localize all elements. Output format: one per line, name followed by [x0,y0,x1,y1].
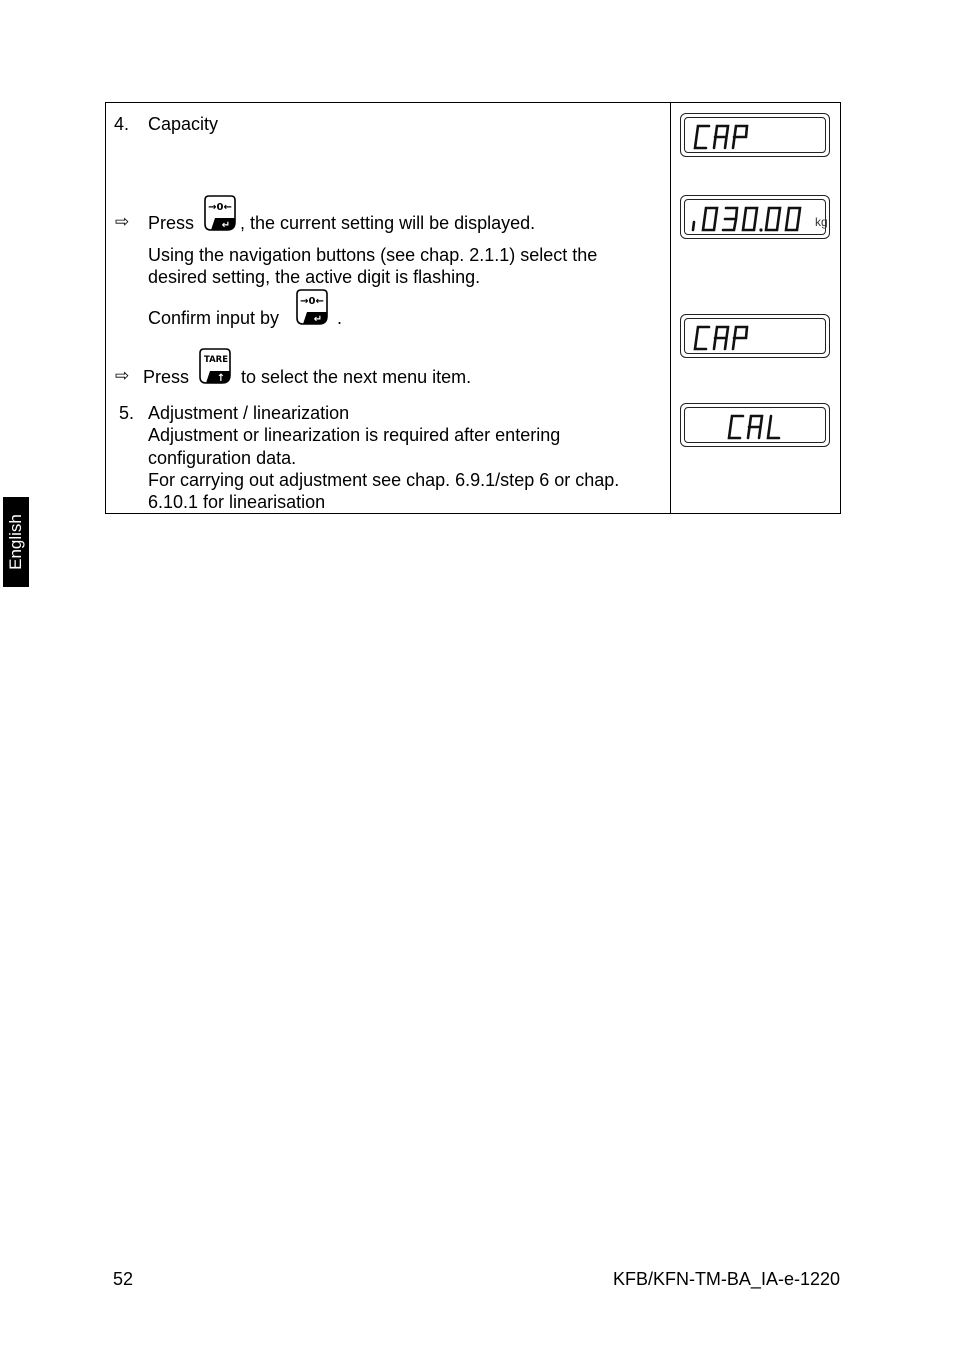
step5-line1: Adjustment or linearization is required after entering [148,425,561,445]
lcd-display-cap [680,113,830,157]
press2-label: Press [143,367,190,387]
press-label: Press [148,213,195,233]
lcd-display-cal [680,403,830,447]
display-unit: kg [815,215,828,229]
column-divider [670,103,671,513]
press-result-text: , the current setting will be displayed. [240,213,536,233]
instruction-table [105,102,841,514]
language-tab [3,497,29,587]
step5-line4: 6.10.1 for linearisation [148,492,326,512]
press2-result-text: to select the next menu item. [241,367,472,387]
language-tab-label: English [6,514,25,570]
nav-text-line2: desired setting, the active digit is flashing. [148,267,481,287]
bullet-arrow-icon: ⇨ [115,212,130,231]
zero-enter-key-icon [293,288,333,331]
lcd-display-cap [680,314,830,358]
tare-key-icon [196,347,236,390]
page-number: 52 [113,1269,134,1289]
tare-key-label: TARE [203,355,229,365]
confirm-end: . [337,308,343,328]
step5-line2: configuration data. [148,448,297,468]
enter-symbol: ↵ [313,314,323,325]
step5-heading: Adjustment / linearization [148,403,350,423]
lcd-display-capacity-value [680,195,830,239]
document-code: KFB/KFN-TM-BA_IA-e-1220 [612,1269,840,1289]
step4-heading: Capacity [148,114,219,134]
zero-key-symbol: →0← [300,296,324,307]
step5-line3: For carrying out adjustment see chap. 6.9.1/step 6 or chap. [148,470,620,490]
enter-symbol: ↵ [221,220,231,231]
step4-number: 4. [114,114,130,134]
zero-enter-key-icon [201,194,241,237]
confirm-label: Confirm input by [148,308,280,328]
nav-text-line1: Using the navigation buttons (see chap. 2.1.1) select the [148,245,598,265]
bullet-arrow-icon: ⇨ [115,366,130,385]
step5-number: 5. [119,403,135,423]
up-arrow-symbol: ↑ [216,373,226,384]
zero-key-symbol: →0← [208,202,232,213]
